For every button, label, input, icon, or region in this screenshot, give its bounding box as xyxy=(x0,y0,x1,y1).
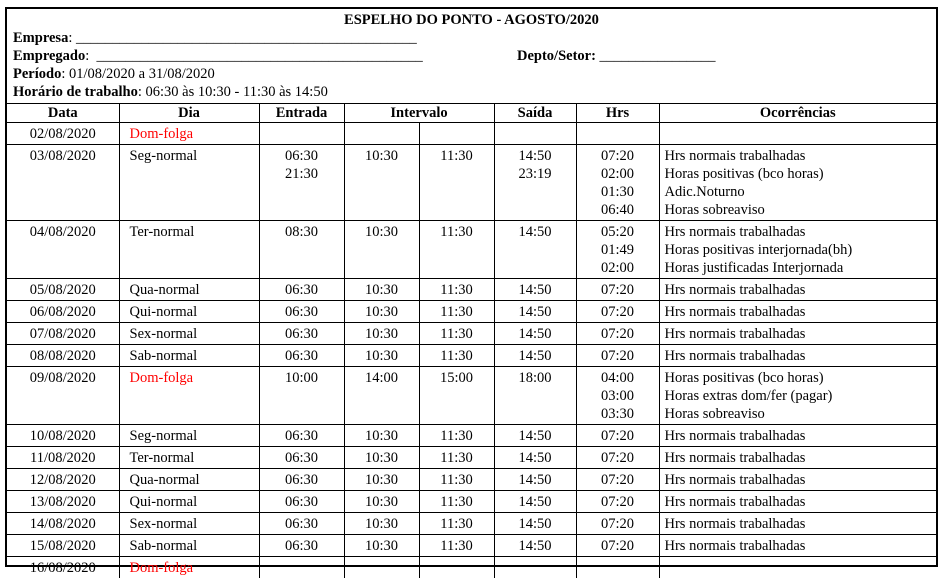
hrs-value: 07:20 xyxy=(577,449,659,467)
col-intervalo: Intervalo xyxy=(344,104,494,123)
intervalo-end-cell: 11:30 xyxy=(419,535,494,557)
hrs-value: 07:20 xyxy=(577,471,659,489)
table-row xyxy=(7,345,936,367)
intervalo-end-cell xyxy=(419,557,494,578)
saida-value: 14:50 xyxy=(495,493,576,511)
day-cell: Dom-folga xyxy=(119,557,259,578)
saida-cell xyxy=(494,301,576,323)
intervalo-start-cell: 10:30 xyxy=(344,301,419,323)
saida-value: 14:50 xyxy=(495,427,576,445)
saida-cell xyxy=(494,367,576,425)
horario-line: Horário de trabalho: 06:30 às 10:30 - 11:30 às 14:50 xyxy=(13,83,328,101)
table-row xyxy=(7,221,936,279)
saida-cell xyxy=(494,513,576,535)
entrada-cell xyxy=(259,123,344,145)
table-row xyxy=(7,145,936,221)
ocorrencia-cell xyxy=(659,323,936,345)
entrada-cell xyxy=(259,557,344,578)
hrs-value: 07:20 xyxy=(577,427,659,445)
page-title: ESPELHO DO PONTO - AGOSTO/2020 xyxy=(7,9,936,30)
saida-value: 14:50 xyxy=(495,537,576,555)
table-row xyxy=(7,367,936,425)
hrs-value: 07:20 xyxy=(577,303,659,321)
intervalo-end-cell: 11:30 xyxy=(419,513,494,535)
periodo-line: Período: 01/08/2020 a 31/08/2020 xyxy=(13,65,215,83)
day-cell: Sab-normal xyxy=(119,535,259,557)
timesheet-table xyxy=(7,104,936,578)
ocorrencia-cell xyxy=(659,279,936,301)
entrada-cell xyxy=(259,425,344,447)
ocorrencia-cell xyxy=(659,301,936,323)
table-row xyxy=(7,425,936,447)
ocorrencia-value: Hrs normais trabalhadas xyxy=(665,147,937,165)
date-cell: 07/08/2020 xyxy=(7,323,119,345)
intervalo-start-cell: 10:30 xyxy=(344,425,419,447)
col-hrs: Hrs xyxy=(576,104,659,123)
intervalo-start-cell: 10:30 xyxy=(344,469,419,491)
depto-line: Depto/Setor: ________________ xyxy=(517,47,716,65)
entrada-value: 06:30 xyxy=(260,471,344,489)
col-dia: Dia xyxy=(119,104,259,123)
hrs-cell xyxy=(576,469,659,491)
day-cell: Sex-normal xyxy=(119,323,259,345)
hrs-cell xyxy=(576,345,659,367)
hrs-value: 03:30 xyxy=(577,405,659,423)
table-row xyxy=(7,301,936,323)
hrs-value: 06:40 xyxy=(577,201,659,219)
intervalo-start-cell: 10:30 xyxy=(344,345,419,367)
hrs-cell xyxy=(576,123,659,145)
hrs-cell xyxy=(576,323,659,345)
hrs-cell xyxy=(576,221,659,279)
day-cell: Sex-normal xyxy=(119,513,259,535)
col-entrada: Entrada xyxy=(259,104,344,123)
ocorrencia-cell xyxy=(659,557,936,578)
ocorrencia-value: Hrs normais trabalhadas xyxy=(665,347,937,365)
hrs-value: 07:20 xyxy=(577,281,659,299)
ocorrencia-value: Horas positivas (bco horas) xyxy=(665,369,937,387)
date-cell: 02/08/2020 xyxy=(7,123,119,145)
date-cell: 06/08/2020 xyxy=(7,301,119,323)
entrada-value: 10:00 xyxy=(260,369,344,387)
hrs-value: 02:00 xyxy=(577,165,659,183)
intervalo-end-cell: 11:30 xyxy=(419,301,494,323)
intervalo-end-cell: 11:30 xyxy=(419,323,494,345)
ocorrencia-value: Hrs normais trabalhadas xyxy=(665,537,937,555)
intervalo-start-cell: 10:30 xyxy=(344,323,419,345)
table-row xyxy=(7,279,936,301)
intervalo-start-cell: 10:30 xyxy=(344,221,419,279)
col-ocorrencias: Ocorrências xyxy=(659,104,936,123)
col-data: Data xyxy=(7,104,119,123)
hrs-value: 07:20 xyxy=(577,493,659,511)
empresa-value: _______________________________________________ xyxy=(76,30,417,46)
hrs-value: 01:30 xyxy=(577,183,659,201)
intervalo-start-cell: 10:30 xyxy=(344,447,419,469)
date-cell: 11/08/2020 xyxy=(7,447,119,469)
entrada-value: 08:30 xyxy=(260,223,344,241)
day-cell: Ter-normal xyxy=(119,447,259,469)
entrada-value: 06:30 xyxy=(260,303,344,321)
ocorrencia-cell xyxy=(659,123,936,145)
hrs-cell xyxy=(576,279,659,301)
table-row xyxy=(7,323,936,345)
saida-value: 18:00 xyxy=(495,369,576,387)
entrada-value: 06:30 xyxy=(260,281,344,299)
hrs-value: 02:00 xyxy=(577,259,659,277)
hrs-cell xyxy=(576,425,659,447)
hrs-value: 07:20 xyxy=(577,147,659,165)
intervalo-end-cell: 11:30 xyxy=(419,491,494,513)
ocorrencia-cell xyxy=(659,425,936,447)
periodo-value: 01/08/2020 a 31/08/2020 xyxy=(69,66,215,82)
saida-value: 14:50 xyxy=(495,325,576,343)
date-cell: 08/08/2020 xyxy=(7,345,119,367)
saida-value: 14:50 xyxy=(495,347,576,365)
intervalo-start-cell: 14:00 xyxy=(344,367,419,425)
hrs-value: 01:49 xyxy=(577,241,659,259)
hrs-value: 07:20 xyxy=(577,515,659,533)
entrada-value: 06:30 xyxy=(260,147,344,165)
date-cell: 10/08/2020 xyxy=(7,425,119,447)
date-cell: 16/08/2020 xyxy=(7,557,119,578)
day-cell: Qui-normal xyxy=(119,301,259,323)
ocorrencia-value: Adic.Noturno xyxy=(665,183,937,201)
timesheet xyxy=(5,7,938,567)
entrada-value: 06:30 xyxy=(260,347,344,365)
intervalo-start-cell: 10:30 xyxy=(344,535,419,557)
intervalo-start-cell xyxy=(344,557,419,578)
entrada-cell xyxy=(259,469,344,491)
table-row xyxy=(7,469,936,491)
day-cell: Sab-normal xyxy=(119,345,259,367)
saida-cell xyxy=(494,123,576,145)
entrada-cell xyxy=(259,345,344,367)
intervalo-start-cell: 10:30 xyxy=(344,279,419,301)
ocorrencia-value: Horas positivas (bco horas) xyxy=(665,165,937,183)
day-cell: Dom-folga xyxy=(119,367,259,425)
hrs-value: 05:20 xyxy=(577,223,659,241)
saida-value: 14:50 xyxy=(495,147,576,165)
ocorrencia-value: Hrs normais trabalhadas xyxy=(665,449,937,467)
saida-value: 14:50 xyxy=(495,281,576,299)
depto-value: ________________ xyxy=(600,48,716,64)
table-row xyxy=(7,447,936,469)
entrada-value: 06:30 xyxy=(260,493,344,511)
saida-cell xyxy=(494,557,576,578)
ocorrencia-value: Horas sobreaviso xyxy=(665,405,937,423)
hrs-cell xyxy=(576,535,659,557)
entrada-value: 06:30 xyxy=(260,325,344,343)
intervalo-start-cell: 10:30 xyxy=(344,513,419,535)
ocorrencia-value: Hrs normais trabalhadas xyxy=(665,493,937,511)
ocorrencia-value: Hrs normais trabalhadas xyxy=(665,515,937,533)
hrs-value: 04:00 xyxy=(577,369,659,387)
intervalo-end-cell: 11:30 xyxy=(419,145,494,221)
saida-cell xyxy=(494,145,576,221)
hrs-value: 03:00 xyxy=(577,387,659,405)
hrs-cell xyxy=(576,491,659,513)
ocorrencia-cell xyxy=(659,469,936,491)
entrada-value: 21:30 xyxy=(260,165,344,183)
saida-cell xyxy=(494,447,576,469)
intervalo-end-cell: 11:30 xyxy=(419,221,494,279)
saida-value: 14:50 xyxy=(495,449,576,467)
saida-cell xyxy=(494,535,576,557)
sheet-header xyxy=(7,9,936,104)
entrada-cell xyxy=(259,279,344,301)
ocorrencia-cell xyxy=(659,513,936,535)
ocorrencia-cell xyxy=(659,535,936,557)
ocorrencia-value: Hrs normais trabalhadas xyxy=(665,281,937,299)
hrs-cell xyxy=(576,145,659,221)
empregado-value: _____________________________________________ xyxy=(97,48,423,64)
entrada-cell xyxy=(259,323,344,345)
entrada-value: 06:30 xyxy=(260,537,344,555)
entrada-cell xyxy=(259,513,344,535)
entrada-cell xyxy=(259,491,344,513)
entrada-cell xyxy=(259,447,344,469)
saida-value: 14:50 xyxy=(495,471,576,489)
date-cell: 05/08/2020 xyxy=(7,279,119,301)
date-cell: 12/08/2020 xyxy=(7,469,119,491)
saida-cell xyxy=(494,221,576,279)
ocorrencia-value: Hrs normais trabalhadas xyxy=(665,427,937,445)
date-cell: 14/08/2020 xyxy=(7,513,119,535)
intervalo-end-cell xyxy=(419,123,494,145)
saida-cell xyxy=(494,345,576,367)
ocorrencia-value: Horas positivas interjornada(bh) xyxy=(665,241,937,259)
entrada-value: 06:30 xyxy=(260,427,344,445)
entrada-value: 06:30 xyxy=(260,449,344,467)
empregado-line: Empregado: _____________________________________________ xyxy=(13,47,423,65)
saida-value: 23:19 xyxy=(495,165,576,183)
entrada-value: 06:30 xyxy=(260,515,344,533)
date-cell: 15/08/2020 xyxy=(7,535,119,557)
entrada-cell xyxy=(259,301,344,323)
ocorrencia-cell xyxy=(659,491,936,513)
ocorrencia-value: Horas sobreaviso xyxy=(665,201,937,219)
day-cell: Dom-folga xyxy=(119,123,259,145)
intervalo-end-cell: 11:30 xyxy=(419,469,494,491)
ocorrencia-cell xyxy=(659,345,936,367)
hrs-cell xyxy=(576,557,659,578)
ocorrencia-value: Hrs normais trabalhadas xyxy=(665,471,937,489)
intervalo-end-cell: 11:30 xyxy=(419,345,494,367)
ocorrencia-value: Horas justificadas Interjornada xyxy=(665,259,937,277)
table-row xyxy=(7,513,936,535)
table-row xyxy=(7,535,936,557)
saida-value: 14:50 xyxy=(495,223,576,241)
date-cell: 09/08/2020 xyxy=(7,367,119,425)
table-row xyxy=(7,123,936,145)
entrada-cell xyxy=(259,535,344,557)
col-saida: Saída xyxy=(494,104,576,123)
day-cell: Qua-normal xyxy=(119,279,259,301)
saida-value: 14:50 xyxy=(495,515,576,533)
intervalo-end-cell: 11:30 xyxy=(419,279,494,301)
hrs-cell xyxy=(576,301,659,323)
saida-cell xyxy=(494,425,576,447)
hrs-cell xyxy=(576,513,659,535)
table-row xyxy=(7,557,936,578)
ocorrencia-value: Hrs normais trabalhadas xyxy=(665,223,937,241)
ocorrencia-cell xyxy=(659,447,936,469)
date-cell: 13/08/2020 xyxy=(7,491,119,513)
saida-cell xyxy=(494,279,576,301)
hrs-value: 07:20 xyxy=(577,537,659,555)
hrs-cell xyxy=(576,367,659,425)
entrada-cell xyxy=(259,145,344,221)
intervalo-end-cell: 11:30 xyxy=(419,425,494,447)
day-cell: Seg-normal xyxy=(119,425,259,447)
saida-cell xyxy=(494,469,576,491)
day-cell: Qua-normal xyxy=(119,469,259,491)
saida-value: 14:50 xyxy=(495,303,576,321)
saida-cell xyxy=(494,491,576,513)
intervalo-end-cell: 15:00 xyxy=(419,367,494,425)
empresa-line: Empresa: _______________________________________________ xyxy=(13,29,417,47)
hrs-value: 07:20 xyxy=(577,347,659,365)
hrs-cell xyxy=(576,447,659,469)
hrs-value: 07:20 xyxy=(577,325,659,343)
date-cell: 03/08/2020 xyxy=(7,145,119,221)
table-row xyxy=(7,491,936,513)
intervalo-end-cell: 11:30 xyxy=(419,447,494,469)
ocorrencia-value: Hrs normais trabalhadas xyxy=(665,303,937,321)
day-cell: Qui-normal xyxy=(119,491,259,513)
ocorrencia-cell xyxy=(659,367,936,425)
day-cell: Seg-normal xyxy=(119,145,259,221)
ocorrencia-cell xyxy=(659,145,936,221)
date-cell: 04/08/2020 xyxy=(7,221,119,279)
intervalo-start-cell xyxy=(344,123,419,145)
ocorrencia-value: Horas extras dom/fer (pagar) xyxy=(665,387,937,405)
day-cell: Ter-normal xyxy=(119,221,259,279)
ocorrencia-cell xyxy=(659,221,936,279)
intervalo-start-cell: 10:30 xyxy=(344,145,419,221)
saida-cell xyxy=(494,323,576,345)
horario-value: 06:30 às 10:30 - 11:30 às 14:50 xyxy=(146,84,328,100)
entrada-cell xyxy=(259,221,344,279)
intervalo-start-cell: 10:30 xyxy=(344,491,419,513)
ocorrencia-value: Hrs normais trabalhadas xyxy=(665,325,937,343)
entrada-cell xyxy=(259,367,344,425)
